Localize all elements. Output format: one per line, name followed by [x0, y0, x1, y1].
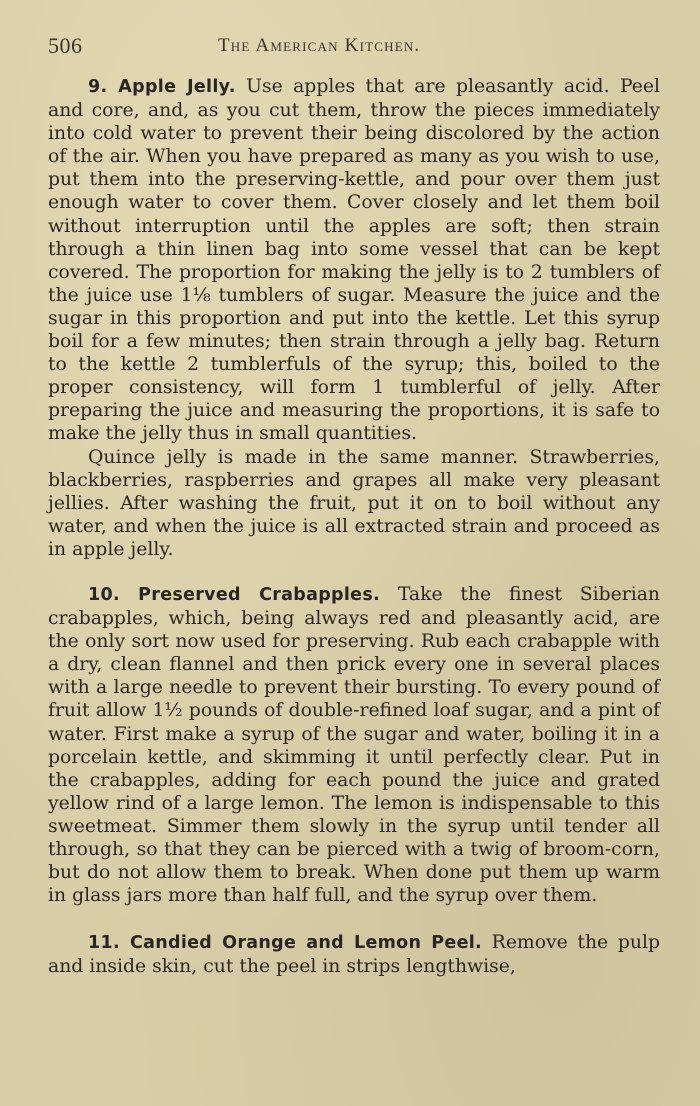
- page-number: 506: [48, 33, 83, 58]
- recipe-heading: [88, 77, 236, 97]
- recipe-title: Preserved Crabapples.: [138, 584, 381, 605]
- running-head: [48, 33, 660, 67]
- recipe-text: Quince jelly is made in the same manner. Strawberries, blackberries, raspberries and grapes all make very pleasant jellies. After washing the fruit, put it on to boil without any water, and when the juice is all extracted strain and proceed as in apple jelly.: [48, 446, 660, 560]
- recipe-number: 10.: [88, 584, 120, 605]
- recipe-text: Take the finest Siberian crabapples, which, being always red and pleasantly acid, are the only sort now used for preserving. Rub each crabapple with a dry, clean flannel and then prick every one in several places with a large needle to prevent their bursting. To every pound of fruit allow 1½ pounds of double-refined loaf sugar, and a pint of water. First make a syrup of the sugar and water, boiling it in a porcelain kettle, and skimming it until perfectly clear. Put in the crabapples, adding for each pound the juice and grated yellow rind of a large lemon. The lemon is indispensable to this sweetmeat. Simmer them slowly in the syrup until tender all through, so that they can be pierced with a twig of broom-corn, but do not allow them to break. When done put them up warm in glass jars more than half full, and the syrup over them.: [48, 583, 660, 907]
- recipe-title: Candied Orange and Lemon Peel.: [129, 933, 483, 954]
- running-title: The American Kitchen.: [218, 35, 421, 56]
- recipe-paragraph: [48, 75, 660, 446]
- recipe-candied-peel: [48, 931, 660, 978]
- recipe-preserved-crabapples: [48, 583, 660, 907]
- recipe-heading: [88, 585, 380, 605]
- recipe-text: Remove the pulp and inside skin, cut the peel in strips lengthwise,: [48, 932, 660, 978]
- recipe-paragraph: [48, 446, 660, 561]
- recipe-number: 9.: [88, 77, 108, 97]
- recipe-apple-jelly: [48, 75, 660, 561]
- recipe-number: 11.: [88, 933, 120, 954]
- recipe-paragraph: [48, 931, 660, 978]
- recipe-title: Apple Jelly.: [118, 77, 236, 97]
- recipe-heading: [88, 933, 482, 953]
- recipe-paragraph: [48, 583, 660, 907]
- recipe-text: Use apples that are pleasantly acid. Peel and core, and, as you cut them, throw the pieces immediately into cold water to prevent their being discolored by the action of the air. When you have prepared as many as you wish to use, put them into the preserving-kettle, and pour over them just enough water to cover them. Cover closely and let them boil without interruption until the apples are soft; then strain through a thin linen bag into some vessel that can be kept covered. The proportion for making the jelly is to 2 tumblers of the juice use 1⅛ tumblers of sugar. Measure the juice and the sugar in this proportion and put into the kettle. Let this syrup boil for a few minutes; then strain through a jelly bag. Return to the kettle 2 tumblerfuls of the syrup; this, boiled to the proper consistency, will form 1 tumblerful of jelly. After preparing the juice and measuring the proportions, it is safe to make the jelly thus in small quantities.: [48, 76, 660, 445]
